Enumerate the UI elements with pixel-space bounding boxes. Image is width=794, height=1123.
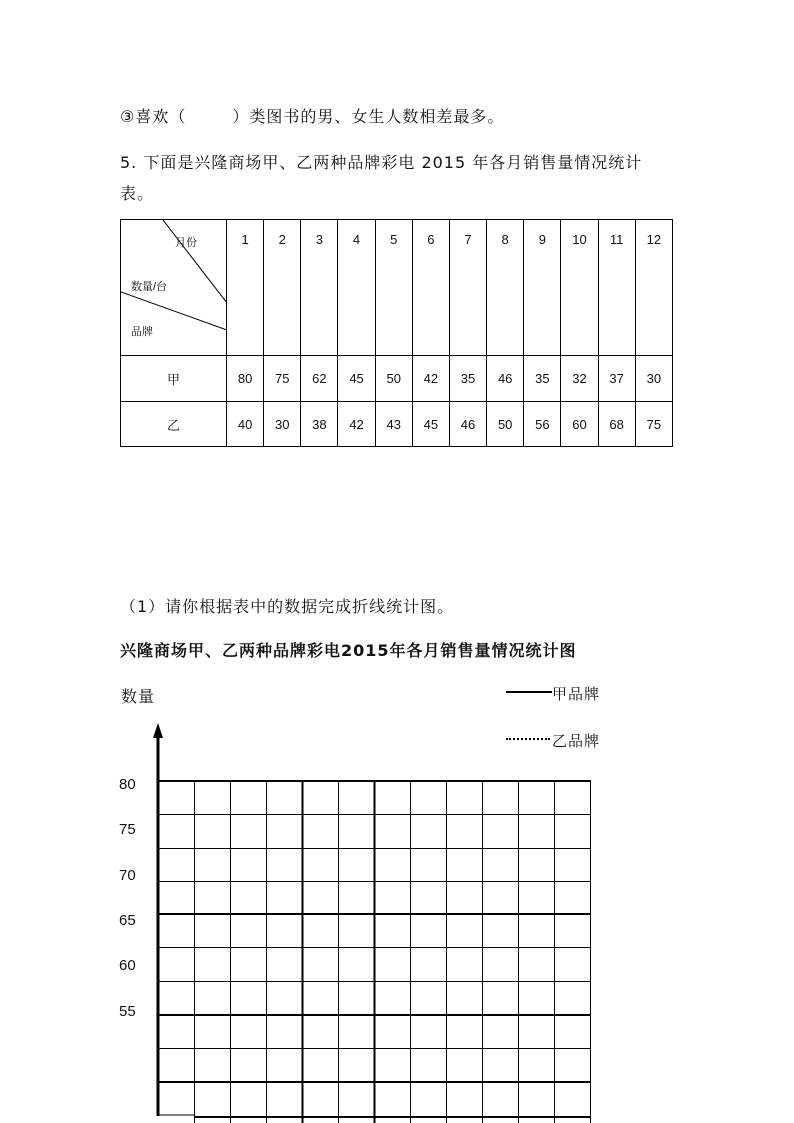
value-cell: 32: [561, 356, 598, 402]
value-cell: 75: [264, 356, 301, 402]
y-axis-label: 数量: [121, 687, 156, 706]
value-cell: 30: [635, 356, 672, 402]
value-cell: 42: [412, 356, 449, 402]
value-cell: 50: [487, 402, 524, 447]
question-3-prefix: ③喜欢（: [120, 107, 187, 126]
header-quantity-label: 数量/台: [131, 281, 168, 293]
value-cell: 75: [635, 402, 672, 447]
month-cell: 11: [598, 220, 635, 356]
month-cell: 4: [338, 220, 375, 356]
value-cell: 56: [524, 402, 561, 447]
problem-5-line-1: 5. 下面是兴隆商场甲、乙两种品牌彩电 2015 年各月销售量情况统计: [120, 153, 643, 172]
legend-label-jia: 甲品牌: [552, 685, 601, 703]
month-cell: 9: [524, 220, 561, 356]
y-tick-label: 75: [119, 821, 136, 838]
value-cell: 38: [301, 402, 338, 447]
month-cell: 1: [227, 220, 264, 356]
value-cell: 68: [598, 402, 635, 447]
y-tick-label: 70: [119, 867, 136, 884]
value-cell: 50: [375, 356, 412, 402]
question-3-suffix: ）类图书的男、女生人数相差最多。: [232, 107, 505, 126]
chart-title: 兴隆商场甲、乙两种品牌彩电2015年各月销售量情况统计图: [120, 641, 577, 660]
header-month-label: 月份: [175, 237, 197, 249]
y-axis-arrow-icon: [153, 723, 163, 738]
value-cell: 40: [227, 402, 264, 447]
value-cell: 46: [449, 402, 486, 447]
value-cell: 30: [264, 402, 301, 447]
header-brand-label: 品牌: [131, 326, 153, 338]
brand-cell: 乙: [121, 402, 227, 447]
y-tick-label: 60: [119, 957, 136, 974]
legend-label-yi: 乙品牌: [552, 732, 601, 750]
value-cell: 45: [338, 356, 375, 402]
value-cell: 62: [301, 356, 338, 402]
brand-cell: 甲: [121, 356, 227, 402]
problem-5-line-2: 表。: [120, 184, 155, 203]
month-cell: 5: [375, 220, 412, 356]
value-cell: 37: [598, 356, 635, 402]
value-cell: 42: [338, 402, 375, 447]
month-cell: 7: [449, 220, 486, 356]
month-cell: 2: [264, 220, 301, 356]
grid-vertical-lines: [195, 781, 591, 1123]
value-cell: 45: [412, 402, 449, 447]
value-cell: 80: [227, 356, 264, 402]
value-cell: 35: [524, 356, 561, 402]
subquestion-1: （1）请你根据表中的数据完成折线统计图。: [120, 597, 455, 616]
value-cell: 43: [375, 402, 412, 447]
month-cell: 10: [561, 220, 598, 356]
month-cell: 12: [635, 220, 672, 356]
value-cell: 60: [561, 402, 598, 447]
y-tick-label: 55: [119, 1003, 136, 1020]
value-cell: 46: [487, 356, 524, 402]
value-cell: 35: [449, 356, 486, 402]
month-cell: 6: [412, 220, 449, 356]
y-tick-label: 65: [119, 912, 136, 929]
month-cell: 8: [487, 220, 524, 356]
month-cell: 3: [301, 220, 338, 356]
y-tick-label: 80: [119, 776, 136, 793]
